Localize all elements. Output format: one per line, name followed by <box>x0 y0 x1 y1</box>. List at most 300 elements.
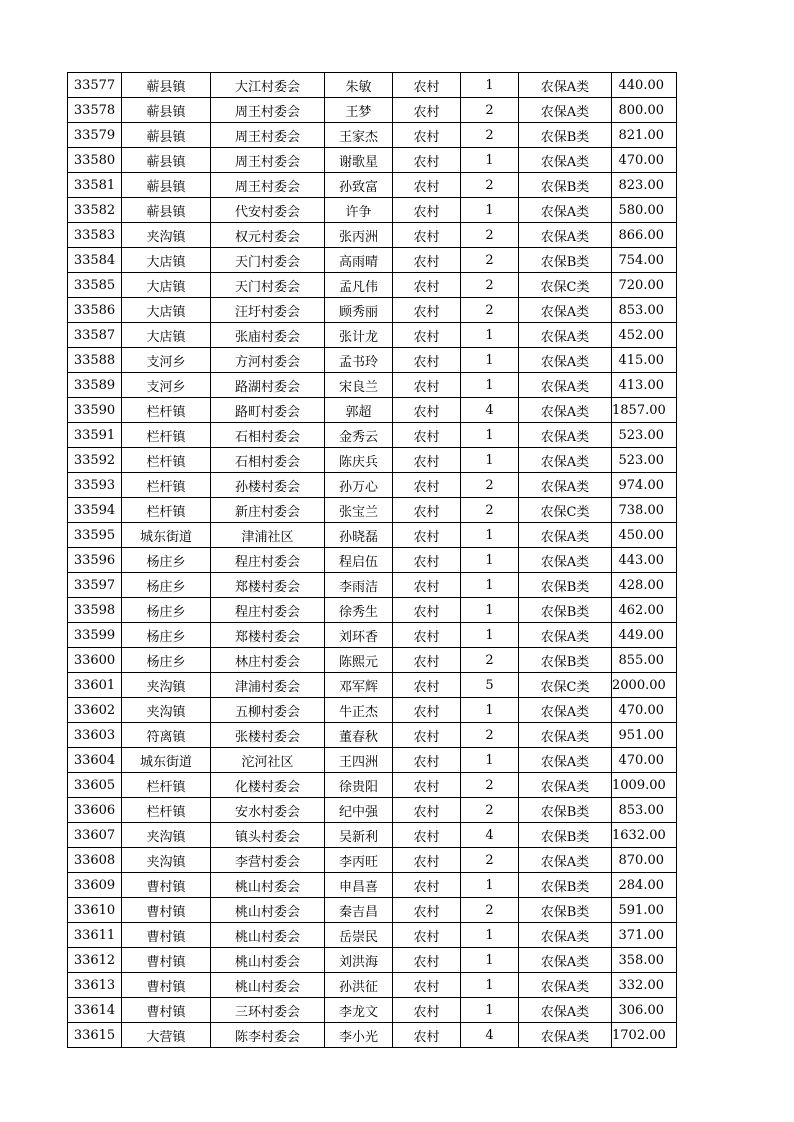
cell-serial-number: 33589 <box>68 373 122 398</box>
cell-name: 王梦 <box>325 98 393 123</box>
table-row <box>68 98 677 123</box>
cell-household-count: 1 <box>461 73 519 98</box>
cell-township: 曹村镇 <box>122 923 211 948</box>
cell-township: 曹村镇 <box>122 948 211 973</box>
cell-name: 顾秀丽 <box>325 298 393 323</box>
cell-serial-number: 33588 <box>68 348 122 373</box>
cell-amount: 440.00 <box>612 73 677 98</box>
cell-village: 津浦村委会 <box>211 673 325 698</box>
cell-name: 高雨晴 <box>325 248 393 273</box>
table-row <box>68 598 677 623</box>
cell-township: 杨庄乡 <box>122 548 211 573</box>
cell-category: 农保B类 <box>519 173 612 198</box>
cell-amount: 523.00 <box>612 448 677 473</box>
cell-serial-number: 33594 <box>68 498 122 523</box>
cell-name: 刘洪海 <box>325 948 393 973</box>
cell-name: 王家杰 <box>325 123 393 148</box>
cell-serial-number: 33582 <box>68 198 122 223</box>
cell-name: 张丙洲 <box>325 223 393 248</box>
cell-village: 桃山村委会 <box>211 873 325 898</box>
cell-serial-number: 33595 <box>68 523 122 548</box>
cell-name: 张计龙 <box>325 323 393 348</box>
table-row <box>68 398 677 423</box>
cell-household-count: 1 <box>461 923 519 948</box>
cell-category: 农保A类 <box>519 698 612 723</box>
cell-village: 陈李村委会 <box>211 1023 325 1048</box>
table-row <box>68 573 677 598</box>
cell-serial-number: 33597 <box>68 573 122 598</box>
cell-name: 吴新利 <box>325 823 393 848</box>
cell-category: 农保A类 <box>519 773 612 798</box>
cell-serial-number: 33593 <box>68 473 122 498</box>
table-row <box>68 923 677 948</box>
cell-household-count: 1 <box>461 698 519 723</box>
cell-category: 农保A类 <box>519 373 612 398</box>
cell-name: 徐贵阳 <box>325 773 393 798</box>
cell-area-type: 农村 <box>393 323 461 348</box>
cell-area-type: 农村 <box>393 948 461 973</box>
table-row <box>68 123 677 148</box>
cell-household-count: 4 <box>461 398 519 423</box>
cell-village: 张楼村委会 <box>211 723 325 748</box>
cell-amount: 800.00 <box>612 98 677 123</box>
cell-name: 朱敏 <box>325 73 393 98</box>
cell-area-type: 农村 <box>393 573 461 598</box>
cell-area-type: 农村 <box>393 73 461 98</box>
cell-serial-number: 33608 <box>68 848 122 873</box>
cell-category: 农保A类 <box>519 148 612 173</box>
table-row <box>68 973 677 998</box>
cell-township: 栏杆镇 <box>122 448 211 473</box>
cell-township: 蕲县镇 <box>122 198 211 223</box>
cell-category: 农保A类 <box>519 998 612 1023</box>
cell-township: 蕲县镇 <box>122 123 211 148</box>
cell-amount: 754.00 <box>612 248 677 273</box>
cell-category: 农保B类 <box>519 648 612 673</box>
cell-area-type: 农村 <box>393 398 461 423</box>
cell-village: 汪圩村委会 <box>211 298 325 323</box>
cell-township: 夹沟镇 <box>122 848 211 873</box>
cell-area-type: 农村 <box>393 673 461 698</box>
table-row <box>68 373 677 398</box>
table-row <box>68 723 677 748</box>
table-row <box>68 73 677 98</box>
cell-household-count: 2 <box>461 798 519 823</box>
cell-township: 栏杆镇 <box>122 498 211 523</box>
cell-township: 杨庄乡 <box>122 573 211 598</box>
table-row <box>68 548 677 573</box>
cell-amount: 470.00 <box>612 748 677 773</box>
cell-amount: 720.00 <box>612 273 677 298</box>
cell-amount: 371.00 <box>612 923 677 948</box>
cell-category: 农保A类 <box>519 223 612 248</box>
cell-category: 农保B类 <box>519 573 612 598</box>
cell-serial-number: 33581 <box>68 173 122 198</box>
cell-township: 杨庄乡 <box>122 598 211 623</box>
cell-area-type: 农村 <box>393 98 461 123</box>
cell-category: 农保B类 <box>519 873 612 898</box>
cell-village: 程庄村委会 <box>211 598 325 623</box>
cell-village: 桃山村委会 <box>211 973 325 998</box>
cell-serial-number: 33591 <box>68 423 122 448</box>
cell-household-count: 1 <box>461 598 519 623</box>
cell-serial-number: 33592 <box>68 448 122 473</box>
cell-village: 石相村委会 <box>211 448 325 473</box>
cell-amount: 306.00 <box>612 998 677 1023</box>
table-row <box>68 948 677 973</box>
cell-township: 大店镇 <box>122 323 211 348</box>
cell-village: 郑楼村委会 <box>211 573 325 598</box>
cell-category: 农保C类 <box>519 673 612 698</box>
cell-category: 农保B类 <box>519 123 612 148</box>
cell-category: 农保A类 <box>519 73 612 98</box>
cell-amount: 870.00 <box>612 848 677 873</box>
cell-name: 岳崇民 <box>325 923 393 948</box>
cell-amount: 1009.00 <box>612 773 677 798</box>
cell-amount: 738.00 <box>612 498 677 523</box>
cell-name: 刘环香 <box>325 623 393 648</box>
cell-township: 蕲县镇 <box>122 73 211 98</box>
cell-area-type: 农村 <box>393 623 461 648</box>
cell-household-count: 1 <box>461 998 519 1023</box>
cell-area-type: 农村 <box>393 873 461 898</box>
cell-township: 夹沟镇 <box>122 698 211 723</box>
cell-category: 农保B类 <box>519 823 612 848</box>
table-row <box>68 773 677 798</box>
table-row <box>68 223 677 248</box>
table-row <box>68 998 677 1023</box>
table-row <box>68 298 677 323</box>
cell-serial-number: 33611 <box>68 923 122 948</box>
cell-village: 天门村委会 <box>211 248 325 273</box>
table-body <box>68 73 677 1048</box>
cell-category: 农保A类 <box>519 548 612 573</box>
cell-area-type: 农村 <box>393 698 461 723</box>
cell-area-type: 农村 <box>393 373 461 398</box>
cell-area-type: 农村 <box>393 1023 461 1048</box>
cell-name: 李小光 <box>325 1023 393 1048</box>
cell-household-count: 5 <box>461 673 519 698</box>
cell-serial-number: 33598 <box>68 598 122 623</box>
cell-name: 秦吉昌 <box>325 898 393 923</box>
cell-township: 支河乡 <box>122 348 211 373</box>
data-table-wrapper <box>67 72 676 1048</box>
cell-village: 周王村委会 <box>211 123 325 148</box>
cell-household-count: 2 <box>461 223 519 248</box>
cell-serial-number: 33577 <box>68 73 122 98</box>
cell-name: 董春秋 <box>325 723 393 748</box>
cell-household-count: 4 <box>461 823 519 848</box>
cell-amount: 974.00 <box>612 473 677 498</box>
cell-village: 五柳村委会 <box>211 698 325 723</box>
cell-village: 郑楼村委会 <box>211 623 325 648</box>
cell-serial-number: 33578 <box>68 98 122 123</box>
cell-village: 镇头村委会 <box>211 823 325 848</box>
cell-name: 宋良兰 <box>325 373 393 398</box>
cell-category: 农保A类 <box>519 523 612 548</box>
cell-serial-number: 33612 <box>68 948 122 973</box>
cell-household-count: 1 <box>461 973 519 998</box>
cell-household-count: 1 <box>461 373 519 398</box>
cell-household-count: 2 <box>461 173 519 198</box>
cell-village: 张庙村委会 <box>211 323 325 348</box>
cell-name: 申昌喜 <box>325 873 393 898</box>
cell-amount: 284.00 <box>612 873 677 898</box>
table-row <box>68 173 677 198</box>
cell-township: 曹村镇 <box>122 898 211 923</box>
cell-area-type: 农村 <box>393 773 461 798</box>
cell-area-type: 农村 <box>393 598 461 623</box>
cell-name: 谢歌星 <box>325 148 393 173</box>
cell-category: 农保B类 <box>519 248 612 273</box>
cell-village: 天门村委会 <box>211 273 325 298</box>
table-row <box>68 323 677 348</box>
cell-village: 石相村委会 <box>211 423 325 448</box>
cell-household-count: 1 <box>461 548 519 573</box>
cell-name: 郭超 <box>325 398 393 423</box>
cell-category: 农保A类 <box>519 323 612 348</box>
cell-township: 大营镇 <box>122 1023 211 1048</box>
cell-township: 栏杆镇 <box>122 773 211 798</box>
cell-area-type: 农村 <box>393 423 461 448</box>
cell-village: 大江村委会 <box>211 73 325 98</box>
cell-household-count: 2 <box>461 298 519 323</box>
cell-amount: 866.00 <box>612 223 677 248</box>
cell-serial-number: 33583 <box>68 223 122 248</box>
cell-area-type: 农村 <box>393 123 461 148</box>
cell-township: 蕲县镇 <box>122 148 211 173</box>
cell-category: 农保A类 <box>519 423 612 448</box>
cell-category: 农保B类 <box>519 898 612 923</box>
cell-area-type: 农村 <box>393 223 461 248</box>
cell-township: 夹沟镇 <box>122 673 211 698</box>
cell-name: 孙万心 <box>325 473 393 498</box>
table-row <box>68 673 677 698</box>
cell-village: 林庄村委会 <box>211 648 325 673</box>
cell-amount: 462.00 <box>612 598 677 623</box>
cell-area-type: 农村 <box>393 648 461 673</box>
cell-township: 蕲县镇 <box>122 98 211 123</box>
cell-village: 三环村委会 <box>211 998 325 1023</box>
cell-township: 曹村镇 <box>122 873 211 898</box>
cell-township: 蕲县镇 <box>122 173 211 198</box>
cell-serial-number: 33613 <box>68 973 122 998</box>
cell-household-count: 1 <box>461 573 519 598</box>
cell-serial-number: 33584 <box>68 248 122 273</box>
cell-serial-number: 33600 <box>68 648 122 673</box>
cell-township: 大店镇 <box>122 248 211 273</box>
cell-township: 曹村镇 <box>122 973 211 998</box>
cell-serial-number: 33601 <box>68 673 122 698</box>
cell-category: 农保C类 <box>519 498 612 523</box>
cell-household-count: 2 <box>461 648 519 673</box>
cell-household-count: 1 <box>461 523 519 548</box>
cell-village: 周王村委会 <box>211 148 325 173</box>
cell-village: 安水村委会 <box>211 798 325 823</box>
cell-village: 桃山村委会 <box>211 898 325 923</box>
table-row <box>68 623 677 648</box>
table-row <box>68 698 677 723</box>
cell-name: 牛正杰 <box>325 698 393 723</box>
table-row <box>68 798 677 823</box>
cell-household-count: 4 <box>461 1023 519 1048</box>
cell-name: 金秀云 <box>325 423 393 448</box>
cell-household-count: 1 <box>461 748 519 773</box>
cell-area-type: 农村 <box>393 473 461 498</box>
cell-household-count: 1 <box>461 323 519 348</box>
cell-name: 纪中强 <box>325 798 393 823</box>
cell-amount: 443.00 <box>612 548 677 573</box>
cell-area-type: 农村 <box>393 498 461 523</box>
cell-township: 夹沟镇 <box>122 223 211 248</box>
cell-amount: 332.00 <box>612 973 677 998</box>
cell-area-type: 农村 <box>393 298 461 323</box>
cell-category: 农保A类 <box>519 448 612 473</box>
cell-name: 许争 <box>325 198 393 223</box>
cell-category: 农保A类 <box>519 298 612 323</box>
cell-area-type: 农村 <box>393 923 461 948</box>
table-row <box>68 348 677 373</box>
cell-amount: 853.00 <box>612 798 677 823</box>
beneficiary-table <box>67 72 677 1048</box>
cell-amount: 1632.00 <box>612 823 677 848</box>
cell-household-count: 2 <box>461 248 519 273</box>
cell-category: 农保A类 <box>519 948 612 973</box>
cell-township: 杨庄乡 <box>122 648 211 673</box>
cell-township: 城东街道 <box>122 523 211 548</box>
cell-category: 农保A类 <box>519 723 612 748</box>
cell-amount: 1702.00 <box>612 1023 677 1048</box>
cell-area-type: 农村 <box>393 548 461 573</box>
cell-village: 李营村委会 <box>211 848 325 873</box>
cell-serial-number: 33585 <box>68 273 122 298</box>
cell-amount: 470.00 <box>612 148 677 173</box>
cell-township: 夹沟镇 <box>122 823 211 848</box>
cell-serial-number: 33614 <box>68 998 122 1023</box>
cell-amount: 358.00 <box>612 948 677 973</box>
cell-village: 方河村委会 <box>211 348 325 373</box>
cell-area-type: 农村 <box>393 248 461 273</box>
cell-household-count: 2 <box>461 723 519 748</box>
table-row <box>68 423 677 448</box>
cell-name: 王四洲 <box>325 748 393 773</box>
cell-serial-number: 33603 <box>68 723 122 748</box>
table-row <box>68 198 677 223</box>
cell-area-type: 农村 <box>393 998 461 1023</box>
cell-category: 农保B类 <box>519 598 612 623</box>
cell-area-type: 农村 <box>393 973 461 998</box>
table-row <box>68 148 677 173</box>
cell-township: 符离镇 <box>122 723 211 748</box>
cell-township: 支河乡 <box>122 373 211 398</box>
cell-serial-number: 33615 <box>68 1023 122 1048</box>
cell-name: 孟凡伟 <box>325 273 393 298</box>
cell-village: 津浦社区 <box>211 523 325 548</box>
cell-name: 陈熙元 <box>325 648 393 673</box>
cell-category: 农保A类 <box>519 473 612 498</box>
cell-area-type: 农村 <box>393 448 461 473</box>
cell-household-count: 2 <box>461 123 519 148</box>
cell-category: 农保A类 <box>519 923 612 948</box>
cell-serial-number: 33596 <box>68 548 122 573</box>
cell-category: 农保A类 <box>519 198 612 223</box>
cell-household-count: 2 <box>461 473 519 498</box>
cell-amount: 951.00 <box>612 723 677 748</box>
cell-household-count: 1 <box>461 348 519 373</box>
cell-category: 农保A类 <box>519 348 612 373</box>
cell-township: 大店镇 <box>122 298 211 323</box>
cell-village: 新庄村委会 <box>211 498 325 523</box>
cell-category: 农保A类 <box>519 848 612 873</box>
cell-category: 农保A类 <box>519 748 612 773</box>
cell-township: 杨庄乡 <box>122 623 211 648</box>
cell-amount: 591.00 <box>612 898 677 923</box>
cell-category: 农保A类 <box>519 1023 612 1048</box>
cell-village: 代安村委会 <box>211 198 325 223</box>
table-row <box>68 748 677 773</box>
cell-village: 孙楼村委会 <box>211 473 325 498</box>
cell-amount: 470.00 <box>612 698 677 723</box>
cell-name: 张宝兰 <box>325 498 393 523</box>
cell-village: 周王村委会 <box>211 173 325 198</box>
cell-township: 曹村镇 <box>122 998 211 1023</box>
cell-household-count: 1 <box>461 148 519 173</box>
cell-village: 化楼村委会 <box>211 773 325 798</box>
cell-village: 桃山村委会 <box>211 923 325 948</box>
cell-township: 大店镇 <box>122 273 211 298</box>
cell-village: 沱河社区 <box>211 748 325 773</box>
cell-amount: 823.00 <box>612 173 677 198</box>
cell-amount: 1857.00 <box>612 398 677 423</box>
cell-category: 农保A类 <box>519 98 612 123</box>
cell-amount: 428.00 <box>612 573 677 598</box>
cell-area-type: 农村 <box>393 148 461 173</box>
cell-serial-number: 33604 <box>68 748 122 773</box>
cell-area-type: 农村 <box>393 348 461 373</box>
cell-name: 李雨洁 <box>325 573 393 598</box>
cell-amount: 855.00 <box>612 648 677 673</box>
table-row <box>68 898 677 923</box>
cell-serial-number: 33580 <box>68 148 122 173</box>
table-row <box>68 498 677 523</box>
cell-township: 城东街道 <box>122 748 211 773</box>
cell-amount: 450.00 <box>612 523 677 548</box>
cell-serial-number: 33587 <box>68 323 122 348</box>
table-row <box>68 823 677 848</box>
cell-amount: 523.00 <box>612 423 677 448</box>
cell-serial-number: 33602 <box>68 698 122 723</box>
cell-name: 徐秀生 <box>325 598 393 623</box>
table-row <box>68 523 677 548</box>
table-row <box>68 1023 677 1048</box>
cell-name: 陈庆兵 <box>325 448 393 473</box>
cell-area-type: 农村 <box>393 173 461 198</box>
cell-serial-number: 33609 <box>68 873 122 898</box>
table-row <box>68 648 677 673</box>
cell-village: 路町村委会 <box>211 398 325 423</box>
cell-household-count: 1 <box>461 948 519 973</box>
cell-name: 孙洪征 <box>325 973 393 998</box>
cell-household-count: 1 <box>461 423 519 448</box>
cell-name: 孙致富 <box>325 173 393 198</box>
cell-area-type: 农村 <box>393 523 461 548</box>
cell-household-count: 1 <box>461 873 519 898</box>
cell-village: 路湖村委会 <box>211 373 325 398</box>
cell-household-count: 2 <box>461 498 519 523</box>
cell-category: 农保A类 <box>519 398 612 423</box>
cell-village: 周王村委会 <box>211 98 325 123</box>
cell-township: 栏杆镇 <box>122 798 211 823</box>
